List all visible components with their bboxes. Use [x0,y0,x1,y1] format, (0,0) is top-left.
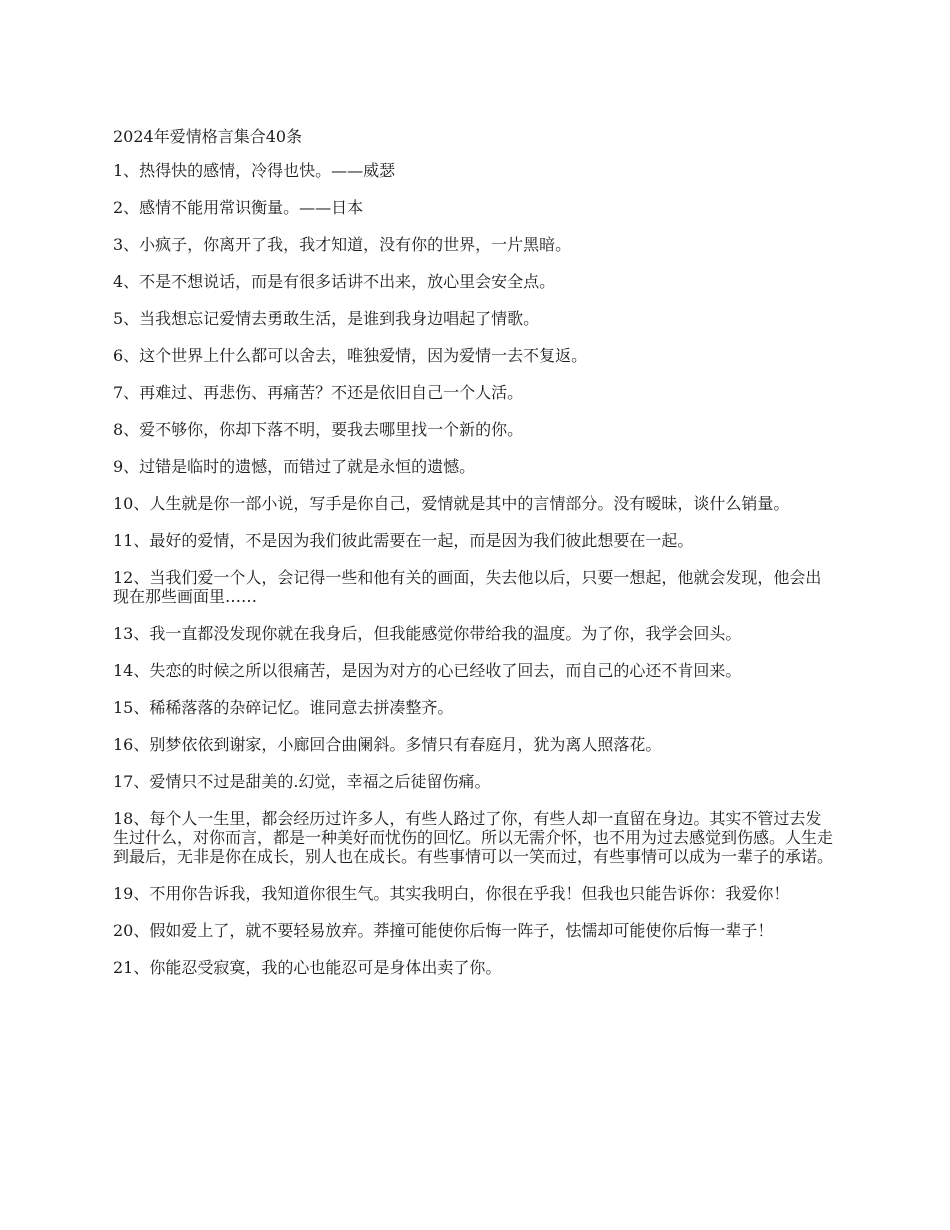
quote-item: 8、爱不够你，你却下落不明，要我去哪里找一个新的你。 [113,420,524,439]
quote-item: 20、假如爱上了，就不要轻易放弃。莽撞可能使你后悔一阵子，怯懦却可能使你后悔一辈子！ [113,921,774,940]
quote-item: 18、每个人一生里，都会经历过许多人，有些人路过了你，有些人却一直留在身边。其实不管过去发生过什么，对你而言，都是一种美好而忧伤的回忆。所以无需介怀，也不用为过去感觉到伤感。人生走到最后，无非是你在成长，别人也在成长。有些事情可以一笑而过，有些事情可以成为一辈子的承诺。 [113,809,834,866]
quote-item: 12、当我们爱一个人，会记得一些和他有关的画面，失去他以后，只要一想起，他就会发现，他会出现在那些画面里…… [113,568,822,606]
quote-item: 17、爱情只不过是甜美的.幻觉，幸福之后徒留伤痛。 [113,772,491,791]
quote-item: 19、不用你告诉我，我知道你很生气。其实我明白，你很在乎我！但我也只能告诉你：我爱你！ [113,884,790,903]
quote-item: 10、人生就是你一部小说，写手是你自己，爱情就是其中的言情部分。没有暧昧，谈什么销量。 [113,494,790,513]
document-content [113,127,833,995]
quote-item: 11、最好的爱情，不是因为我们彼此需要在一起，而是因为我们彼此想要在一起。 [113,531,694,550]
quote-item: 4、不是不想说话，而是有很多话讲不出来，放心里会安全点。 [113,272,556,291]
quote-item: 6、这个世界上什么都可以舍去，唯独爱情，因为爱情一去不复返。 [113,346,588,365]
quote-item: 15、稀稀落落的杂碎记忆。谁同意去拼凑整齐。 [113,698,454,717]
document-title: 2024年爱情格言集合40条 [113,127,303,146]
quote-item: 5、当我想忘记爱情去勇敢生活，是谁到我身边唱起了情歌。 [113,309,540,328]
quote-item: 3、小疯子，你离开了我，我才知道，没有你的世界，一片黑暗。 [113,235,572,254]
quote-item: 16、别梦依依到谢家，小廊回合曲阑斜。多情只有春庭月，犹为离人照落花。 [113,735,662,754]
quote-item: 2、感情不能用常识衡量。——日本 [113,198,364,217]
quote-item: 21、你能忍受寂寞，我的心也能忍可是身体出卖了你。 [113,958,502,977]
quote-item: 14、失恋的时候之所以很痛苦，是因为对方的心已经收了回去，而自己的心还不肯回来。 [113,661,742,680]
quote-item: 9、过错是临时的遗憾，而错过了就是永恒的遗憾。 [113,457,476,476]
quote-item: 1、热得快的感情，冷得也快。——威瑟 [113,161,396,180]
quote-item: 7、再难过、再悲伤、再痛苦？不还是依旧自己一个人活。 [113,383,524,402]
quote-item: 13、我一直都没发现你就在我身后，但我能感觉你带给我的温度。为了你，我学会回头。 [113,624,742,643]
